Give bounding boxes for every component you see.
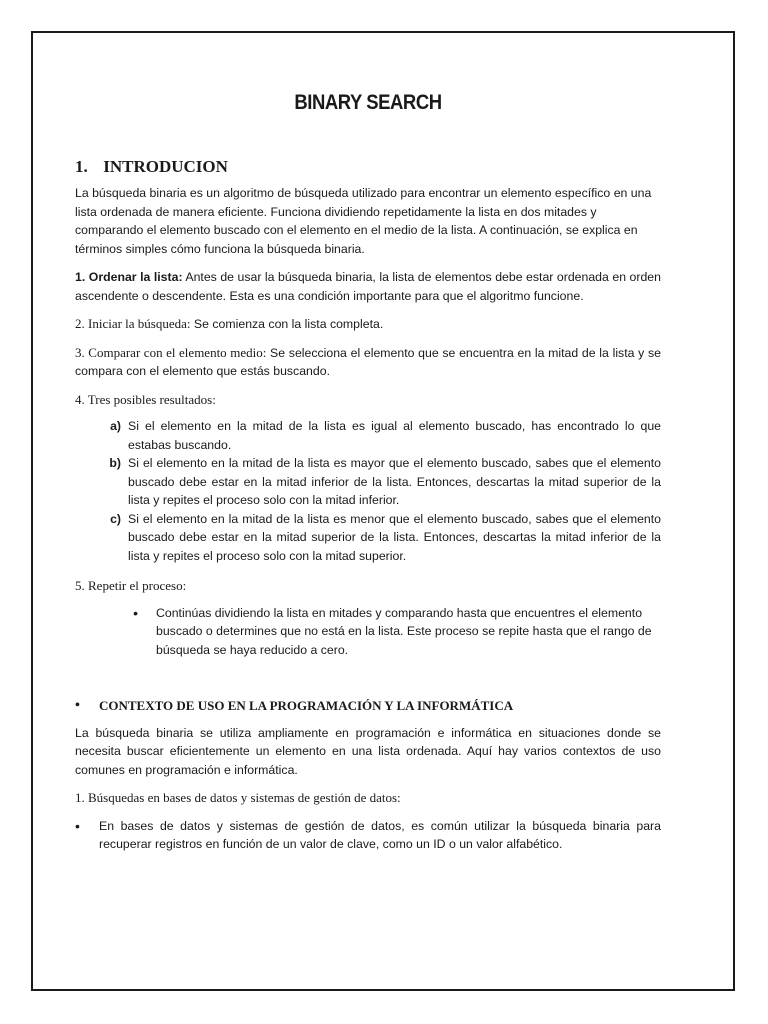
bullet-icon: • — [75, 817, 80, 834]
outcome-label: a) — [110, 419, 121, 433]
step-1-paragraph — [75, 268, 661, 305]
step-5-label: 5. Repetir el proceso: — [75, 578, 187, 593]
step-2-label: 2. Iniciar la búsqueda: — [75, 316, 191, 331]
section-title: INTRODUCION — [103, 156, 228, 176]
outcomes-list — [75, 417, 661, 565]
outcome-label: c) — [110, 511, 121, 526]
bullet-icon: • — [133, 604, 138, 621]
list-item — [75, 510, 661, 566]
outcome-text: Si el elemento en la mitad de la lista es menor que el elemento buscado, sabes que el elemento buscado debe estar en la mitad superior de la lista. Entonces, descartas la mitad inferior de la lista y repites el proceso solo con la mitad superior. — [128, 511, 661, 563]
document-title: BINARY SEARCH — [294, 91, 442, 114]
context-item-1-text: En bases de datos y sistemas de gestión de datos, es común utilizar la búsqueda binaria para recuperar registros en función de un valor de clave, como un ID o un valor alfabético. — [99, 818, 661, 851]
step-1-label: 1. Ordenar la lista: — [75, 270, 183, 284]
list-item — [75, 454, 661, 510]
list-item — [75, 604, 661, 660]
list-item — [75, 417, 661, 454]
step-1-text: Antes de usar la búsqueda binaria, la lista de elementos debe estar ordenada en orden ascendente o descendente. Esta es una condición importante para que el algoritmo funcione. — [75, 270, 661, 303]
step-3-label: 3. Comparar con el elemento medio: — [75, 344, 267, 360]
context-item-1-label: 1. Búsquedas en bases de datos y sistemas de gestión de datos: — [75, 790, 401, 805]
list-item — [75, 817, 661, 854]
step-4-label: 4. Tres posibles resultados: — [75, 391, 216, 407]
bullet-icon: • — [75, 698, 80, 713]
outcome-text: Si el elemento en la mitad de la lista es mayor que el elemento buscado, sabes que el elemento buscado debe estar en la mitad inferior de la lista. Entonces, descartas la mitad superior de la lista y repites el proceso solo con la mitad inferior. — [128, 456, 661, 507]
step-3-paragraph — [75, 344, 661, 381]
section-heading-introduction — [75, 158, 661, 177]
outcome-label: b) — [109, 456, 121, 470]
context-paragraph: La búsqueda binaria se utiliza ampliamente en programación e informática en situaciones donde se necesita buscar eficientemente un elemento en una lista ordenada. Aquí hay varios contextos de uso comunes en programación e informática. — [75, 725, 661, 777]
step-2-text: Se comienza con la lista completa. — [190, 317, 384, 331]
section-title: CONTEXTO DE USO EN LA PROGRAMACIÓN Y LA INFORMÁTICA — [99, 698, 514, 713]
intro-paragraph: La búsqueda binaria es un algoritmo de búsqueda utilizado para encontrar un elemento específico en una lista ordenada de manera eficiente. Funciona dividiendo repetidamente la lista en dos mitades y comparando el elemento buscado con el elemento en el medio de la lista. A continuación, se explica en términos simples cómo funciona la búsqueda binaria. — [75, 186, 652, 256]
step-3-text: Se selecciona el elemento que se encuentra en la mitad de la lista y se compara con el elemento que estás buscando. — [75, 345, 661, 378]
step-5-list — [75, 604, 661, 660]
document-body — [75, 90, 661, 854]
outcome-text: Si el elemento en la mitad de la lista es igual al elemento buscado, has encontrado lo que estabas buscando. — [128, 419, 661, 452]
step-5-bullet-text: Continúas dividiendo la lista en mitades y comparando hasta que encuentres el elemento buscado o determines que no está en la lista. Este proceso se repite hasta que el rango de búsqueda se haya reducido a cero. — [156, 605, 652, 657]
section-heading-context — [75, 697, 661, 716]
section-number: 1. — [75, 156, 88, 176]
step-2-paragraph — [75, 315, 661, 334]
